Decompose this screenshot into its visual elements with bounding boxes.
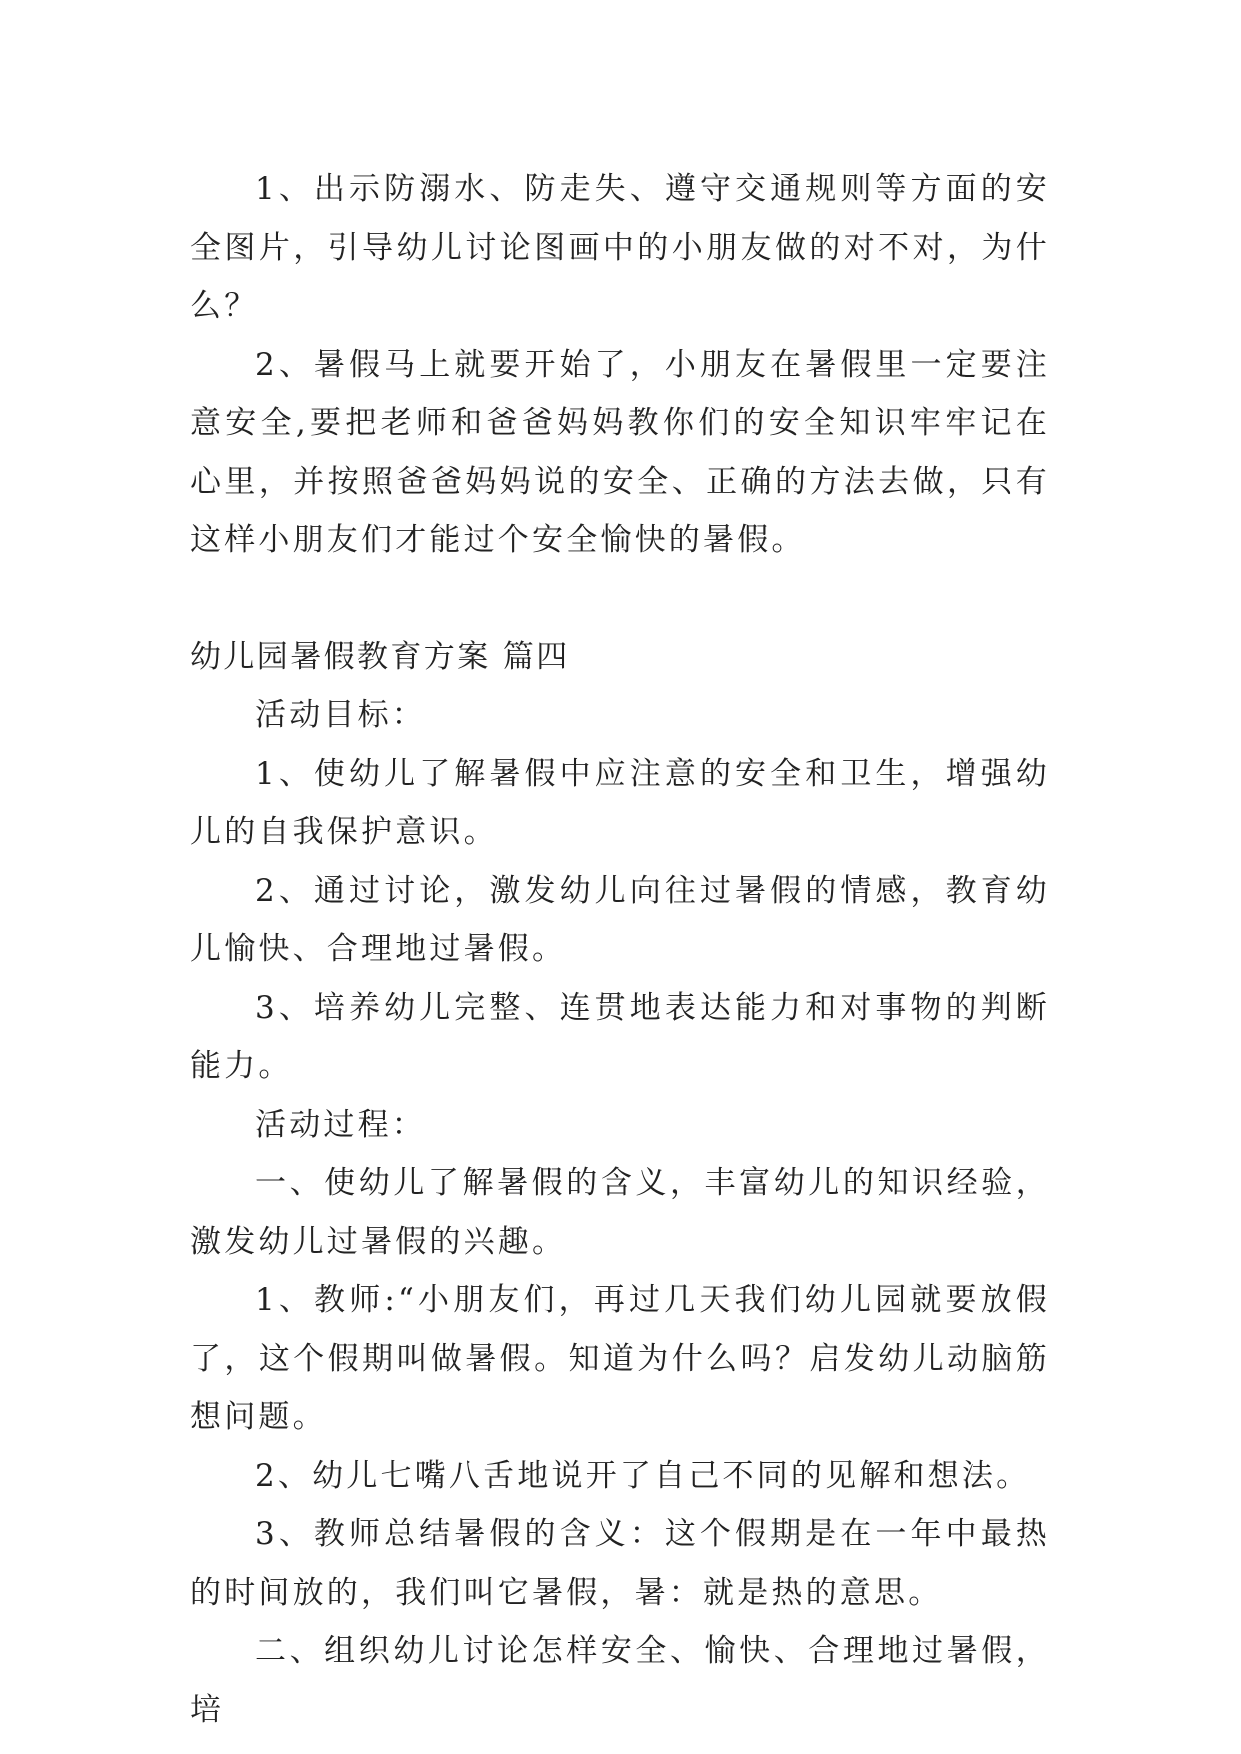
section-title: 幼儿园暑假教育方案 篇四 [190, 638, 570, 675]
paragraph-step-two: 二、组织幼儿讨论怎样安全、愉快、合理地过暑假，培 [190, 1633, 1050, 1728]
paragraph-safety-pictures: 1、出示防溺水、防走失、遵守交通规则等方面的安全图片，引导幼儿讨论图画中的小朋友做的对不对，为什么？ [190, 171, 1050, 324]
paragraph-step-one-2: 2、幼儿七嘴八舌地说开了自己不同的见解和想法。 [255, 1457, 1031, 1494]
document-body [190, 160, 1050, 1739]
paragraph-activity-goals-heading: 活动目标： [255, 697, 426, 733]
paragraph-goal-3: 3、培养幼儿完整、连贯地表达能力和对事物的判断能力。 [190, 989, 1050, 1084]
paragraph-goal-2: 2、通过讨论，激发幼儿向往过暑假的情感，教育幼儿愉快、合理地过暑假。 [190, 872, 1050, 967]
paragraph-step-one-3: 3、教师总结暑假的含义：这个假期是在一年中最热的时间放的，我们叫它暑假，暑：就是热的意思。 [190, 1516, 1050, 1611]
paragraph-summer-safety: 2、暑假马上就要开始了，小朋友在暑假里一定要注意安全,要把老师和爸爸妈妈教你们的安全知识牢牢记在心里，并按照爸爸妈妈说的安全、正确的方法去做，只有这样小朋友们才能过个安全愉快的暑假。 [190, 346, 1050, 558]
paragraph-step-one-1: 1、教师:“小朋友们，再过几天我们幼儿园就要放假了，这个假期叫做暑假。知道为什么吗？启发幼儿动脑筋想问题。 [190, 1282, 1050, 1435]
paragraph-activity-process-heading: 活动过程： [255, 1106, 426, 1143]
paragraph-goal-1: 1、使幼儿了解暑假中应注意的安全和卫生，增强幼儿的自我保护意识。 [190, 755, 1050, 850]
paragraph-step-one: 一、使幼儿了解暑假的含义，丰富幼儿的知识经验，激发幼儿过暑假的兴趣。 [190, 1165, 1050, 1260]
